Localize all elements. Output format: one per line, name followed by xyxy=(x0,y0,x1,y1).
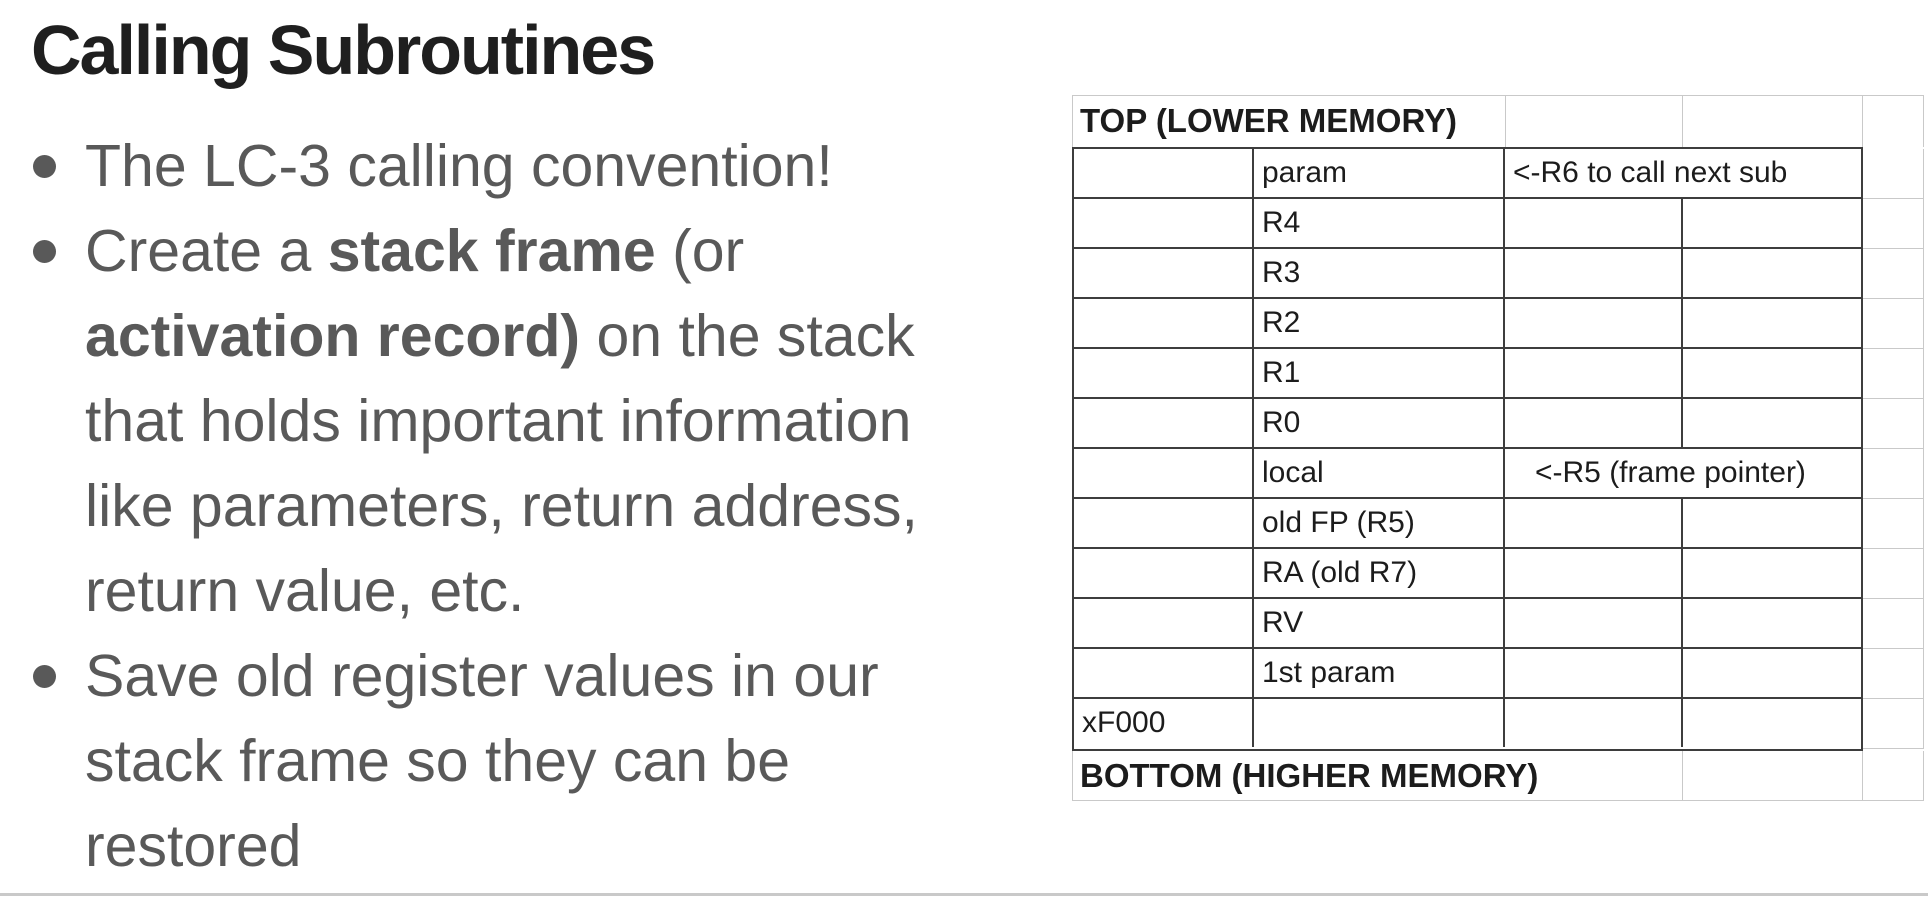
stack-cell-label: R4 xyxy=(1254,199,1505,247)
bullet-dot xyxy=(33,240,56,263)
table-bottom-label: BOTTOM (HIGHER MEMORY) xyxy=(1073,751,1683,801)
stack-cell-empty xyxy=(1505,349,1683,397)
bullet-list xyxy=(33,124,1043,889)
stack-cell-address xyxy=(1074,299,1254,347)
stack-cell-empty xyxy=(1505,599,1683,647)
bullet-line xyxy=(33,804,1043,889)
bullet-text: activation record) on the stack xyxy=(85,303,915,369)
grid-cell xyxy=(1863,699,1924,749)
stack-cell-address xyxy=(1074,199,1254,247)
stack-cell-empty xyxy=(1505,499,1683,547)
stack-cell-empty xyxy=(1683,399,1861,447)
stack-cell-empty xyxy=(1505,199,1683,247)
stack-cell-note: <-R5 (frame pointer) xyxy=(1535,456,1806,489)
grid-cell xyxy=(1863,96,1924,147)
bullet-line xyxy=(33,464,1043,549)
table-row xyxy=(1074,599,1861,649)
stack-frame-table xyxy=(1072,95,1924,801)
stack-cell-note: <-R6 to call next sub xyxy=(1513,156,1788,189)
stack-cell-address xyxy=(1074,399,1254,447)
stack-cell-label: R3 xyxy=(1254,249,1505,297)
bullet-text: Create a stack frame (or xyxy=(85,218,745,284)
bullet-text: that holds important information xyxy=(85,388,912,454)
grid-cell xyxy=(1863,549,1924,599)
bullet-text: Save old register values in our xyxy=(85,643,879,709)
bullet-dot-column xyxy=(33,719,85,804)
table-row xyxy=(1074,149,1861,199)
bullet-dot xyxy=(33,665,56,688)
stack-cell-empty xyxy=(1683,349,1861,397)
bullet-dot-column xyxy=(33,379,85,464)
table-row xyxy=(1074,199,1861,249)
bullet-dot-column xyxy=(33,804,85,889)
bullet-line xyxy=(33,549,1043,634)
bullet-text: like parameters, return address, xyxy=(85,473,918,539)
stack-cell-empty xyxy=(1683,649,1861,697)
grid-cell xyxy=(1863,149,1924,199)
grid-cell xyxy=(1863,349,1924,399)
bullet-line xyxy=(33,634,1043,719)
grid-cell xyxy=(1863,449,1924,499)
stack-cell-empty xyxy=(1683,699,1861,747)
table-top-row xyxy=(1072,95,1924,147)
bullet-dot-column xyxy=(33,209,85,294)
bullet-text: stack frame so they can be xyxy=(85,728,791,794)
grid-cell xyxy=(1863,599,1924,649)
stack-cell-empty xyxy=(1505,649,1683,697)
page-title: Calling Subroutines xyxy=(31,11,655,89)
stack-cell-empty xyxy=(1683,499,1861,547)
grid-cell xyxy=(1506,96,1684,147)
bullet-line xyxy=(33,124,1043,209)
stack-cell-label: local xyxy=(1254,449,1505,497)
grid-cell xyxy=(1683,751,1863,801)
table-row xyxy=(1074,499,1861,549)
stack-cell-label: R1 xyxy=(1254,349,1505,397)
table-row xyxy=(1074,449,1861,499)
stack-cell-label: RV xyxy=(1254,599,1505,647)
bullet-text: restored xyxy=(85,813,302,879)
bullet-dot-column xyxy=(33,464,85,549)
stack-cell-label: RA (old R7) xyxy=(1254,549,1505,597)
bullet-dot xyxy=(33,155,56,178)
stack-cell-label: 1st param xyxy=(1254,649,1505,697)
stack-cell-empty xyxy=(1683,549,1861,597)
bullet-text: The LC-3 calling convention! xyxy=(85,133,833,199)
stack-cell-address xyxy=(1074,599,1254,647)
stack-frame-box xyxy=(1072,147,1863,751)
stack-cell-empty xyxy=(1505,699,1683,747)
grid-cell xyxy=(1863,199,1924,249)
table-row xyxy=(1074,549,1861,599)
grid-cell xyxy=(1863,399,1924,449)
stack-cell-address xyxy=(1074,149,1254,197)
stack-cell-address: xF000 xyxy=(1074,699,1254,747)
stack-cell-label: old FP (R5) xyxy=(1254,499,1505,547)
grid-cell xyxy=(1863,649,1924,699)
table-bottom-row xyxy=(1072,751,1924,801)
grid-sliver-column xyxy=(1863,149,1924,749)
stack-cell-address xyxy=(1074,249,1254,297)
stack-cell-empty xyxy=(1683,599,1861,647)
table-row xyxy=(1074,399,1861,449)
bullet-dot-column xyxy=(33,634,85,719)
stack-cell-address xyxy=(1074,349,1254,397)
table-row xyxy=(1074,249,1861,299)
grid-cell xyxy=(1863,249,1924,299)
stack-cell-address xyxy=(1074,649,1254,697)
stack-cell-label: param xyxy=(1254,149,1505,197)
stack-cell-label: R0 xyxy=(1254,399,1505,447)
bullet-line xyxy=(33,294,1043,379)
table-row xyxy=(1074,299,1861,349)
bullet-text: return value, etc. xyxy=(85,558,525,624)
grid-cell xyxy=(1863,751,1924,801)
bullet-dot-column xyxy=(33,124,85,209)
stack-cell-label xyxy=(1254,699,1505,747)
stack-cell-empty xyxy=(1683,249,1861,297)
stack-cell-address xyxy=(1074,449,1254,497)
table-top-label: TOP (LOWER MEMORY) xyxy=(1073,96,1506,147)
stack-cell-empty xyxy=(1505,549,1683,597)
grid-cell xyxy=(1863,499,1924,549)
table-row xyxy=(1074,349,1861,399)
stack-cell-empty xyxy=(1505,299,1683,347)
grid-cell xyxy=(1863,299,1924,349)
stack-cell-empty xyxy=(1505,249,1683,297)
stack-cell-empty xyxy=(1505,399,1683,447)
bullet-line xyxy=(33,719,1043,804)
stack-cell-address xyxy=(1074,499,1254,547)
table-row xyxy=(1074,649,1861,699)
stack-cell-label: R2 xyxy=(1254,299,1505,347)
grid-cell xyxy=(1683,96,1863,147)
table-row xyxy=(1074,699,1861,747)
stack-cell-empty xyxy=(1683,299,1861,347)
bullet-line xyxy=(33,379,1043,464)
slide-bottom-divider xyxy=(0,893,1928,896)
bullet-dot-column xyxy=(33,549,85,634)
stack-cell-empty xyxy=(1683,199,1861,247)
stack-cell-address xyxy=(1074,549,1254,597)
bullet-dot-column xyxy=(33,294,85,379)
bullet-line xyxy=(33,209,1043,294)
